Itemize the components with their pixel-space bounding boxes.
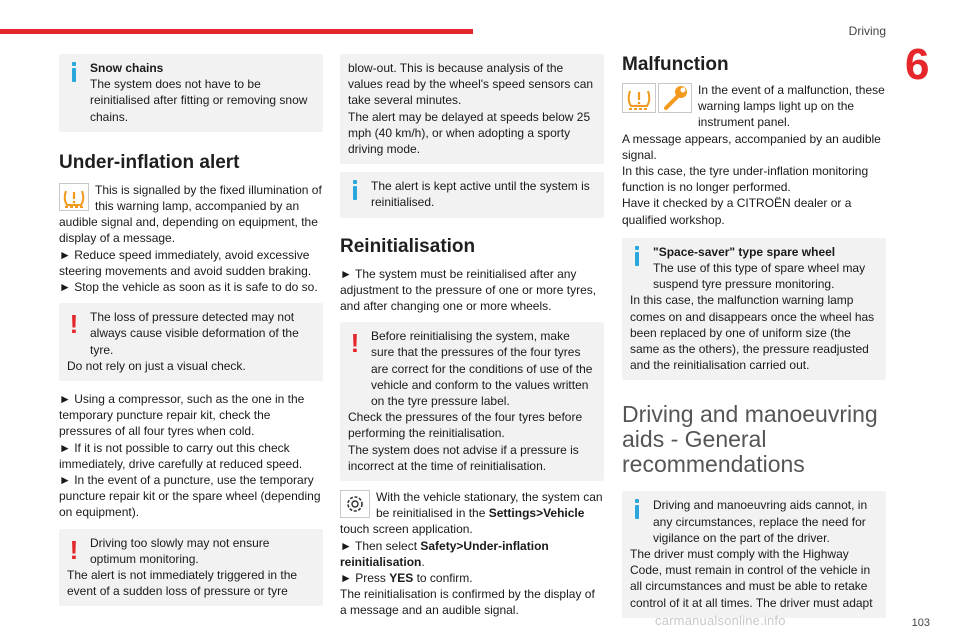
paragraph: ► The system must be reinitialised after any adjustment to the pressure of one or more tyres, and after changing one or more wheels. — [340, 266, 597, 314]
chapter-number: 6 — [905, 40, 930, 89]
info-icon — [630, 499, 644, 525]
warning-box — [59, 529, 323, 607]
paragraph: ► In the event of a puncture, use the temporary puncture repair kit or the spare wheel (depending on equipment). — [59, 473, 321, 520]
paragraph: ► Reduce speed immediately, avoid excessive steering movements and avoid sudden braking. — [59, 247, 312, 278]
watermark: carmanualsonline.info — [655, 613, 786, 628]
warning-text: The loss of pressure detected may not always cause visible deformation of the tyre. — [90, 310, 299, 357]
paragraph: ► Press YES to confirm. — [340, 571, 473, 586]
info-text: In this case, the malfunction warning lamp comes on and disappears once the wheel has been replaced by one of uniform size (the same as the others), the pressure readjusted and the reinitialisation carried out. — [630, 293, 875, 373]
section-heading: Under-inflation alert — [59, 151, 240, 173]
section-heading: Driving and manoeuvring aids - General recommendations — [622, 401, 878, 478]
info-box-spare-wheel — [622, 238, 886, 381]
wrench-lamp-icon — [658, 83, 692, 113]
info-title: Snow chains — [90, 61, 164, 75]
warning-text: Check the pressures of the four tyres before performing the reinitialisation. — [348, 410, 583, 441]
column-2 — [340, 54, 604, 619]
paragraph: In the event of a malfunction, these warning lamps light up on the instrument panel. — [622, 82, 886, 131]
info-title: "Space-saver" type spare wheel — [653, 244, 836, 259]
info-box-snow-chains — [59, 54, 323, 132]
info-icon — [630, 246, 644, 272]
warning-text: Do not rely on just a visual check. — [67, 358, 246, 373]
warning-icon: ! — [69, 309, 79, 340]
warning-text: The system does not advise if a pressure is incorrect at the time of reinitialisation. — [348, 442, 579, 473]
settings-gear-icon — [340, 490, 370, 518]
section-heading: Reinitialisation — [340, 235, 476, 257]
info-text: Driving and manoeuvring aids cannot, in any circumstances, replace the need for vigilance on the part of the driver. — [653, 498, 868, 545]
page-number: 103 — [911, 617, 930, 629]
warning-text: Before reinitialising the system, make sure that the pressures of the four tyres are correct for the conditions of use of the vehicle and conform to the values written on the tyre pressure label. — [371, 329, 593, 409]
column-1 — [59, 54, 323, 606]
info-icon — [67, 62, 81, 88]
paragraph: ► Stop the vehicle as soon as it is safe to do so. — [59, 280, 318, 295]
tyre-pressure-lamp-icon — [59, 183, 89, 211]
paragraph: Have it checked by a CITROËN dealer or a qualified workshop. — [622, 196, 852, 227]
paragraph: ► Then select Safety>Under-inflation reinitialisation. — [340, 538, 549, 569]
paragraph: The reinitialisation is confirmed by the display of a message and an audible signal. — [340, 587, 595, 618]
info-text: The driver must comply with the Highway Code, must remain in control of the vehicle in all circumstances and must be able to retake control of it at all times. The driver must adapt — [630, 547, 873, 610]
info-box — [340, 172, 604, 217]
info-text: The system does not have to be reinitialised after fitting or removing snow chains. — [90, 77, 308, 124]
warning-box — [340, 322, 604, 481]
chapter-progress-bar — [0, 29, 473, 34]
paragraph: A message appears, accompanied by an audible signal. — [622, 131, 881, 162]
paragraph: In this case, the tyre under-inflation monitoring function is no longer performed. — [622, 164, 869, 195]
paragraph: ► Using a compressor, such as the one in the temporary puncture repair kit, check the pressures of all four tyres when cold. — [59, 392, 305, 439]
info-box — [622, 491, 886, 617]
warning-text: The alert is not immediately triggered in the event of a sudden loss of pressure or tyre — [67, 568, 298, 599]
page-section-title: Driving — [848, 24, 886, 38]
warning-text: blow-out. This is because analysis of the values read by the wheel's speed sensors can take several minutes. — [348, 61, 594, 108]
info-text: The alert is kept active until the system is reinitialised. — [371, 179, 590, 210]
tyre-pressure-lamp-icon — [622, 83, 656, 113]
paragraph: This is signalled by the fixed illumination of this warning lamp, accompanied by an audible signal and, depending on equipment, the display of a message. — [59, 182, 322, 246]
warning-box-continued — [340, 54, 604, 164]
warning-text: Driving too slowly may not ensure optimum monitoring. — [90, 535, 270, 566]
paragraph: With the vehicle stationary, the system can be reinitialised in the Settings>Vehicle touch screen application. — [340, 490, 603, 537]
warning-icon: ! — [69, 534, 79, 565]
info-icon — [348, 180, 362, 206]
section-heading: Malfunction — [622, 54, 729, 75]
paragraph: ► If it is not possible to carry out this check immediately, drive carefully at reduced speed. — [59, 440, 303, 471]
warning-text: The alert may be delayed at speeds below 25 mph (40 km/h), or when adopting a sporty driving mode. — [348, 109, 591, 157]
info-text: The use of this type of spare wheel may suspend tyre pressure monitoring. — [653, 261, 866, 292]
warning-icon: ! — [350, 328, 360, 359]
warning-box — [59, 303, 323, 381]
column-3 — [622, 54, 886, 618]
